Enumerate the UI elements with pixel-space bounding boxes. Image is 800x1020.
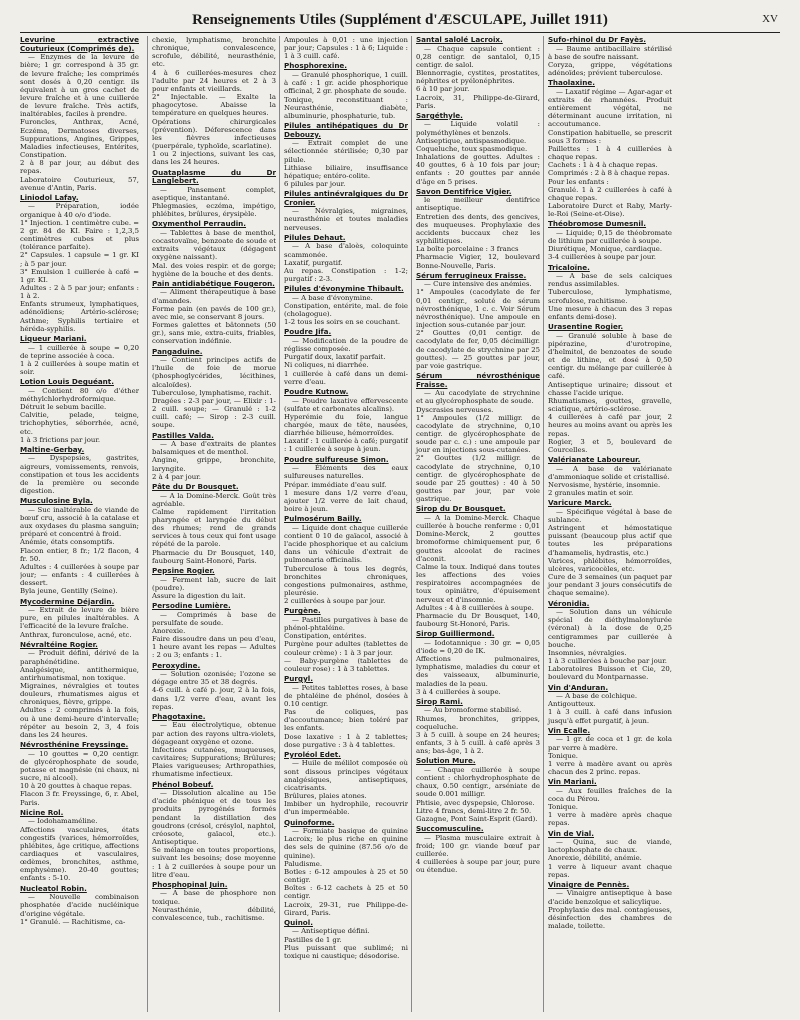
entry <box>152 169 276 219</box>
column-5 <box>543 36 672 1012</box>
entry <box>284 388 408 454</box>
entry <box>548 727 672 776</box>
entry <box>20 641 139 739</box>
entry-body: — Formiate basique de quinine Lacroix; le plus riche en quinine des sels de quinine (87.56 o/o de quinine). Paludisme. Botles : 6-12 ampoules à 25 et 50 centigr. Boîtes : 6-12 cachets à 25 et 50 centigr. Lacroix, 29-31, rue Philippe-de-Girard, Paris. <box>284 827 408 917</box>
entry-body: — Antiseptique défini. Pastilles de 1 gr. Plus puissant que sublimé; ni toxique ni caustique; désodorise. <box>284 927 408 960</box>
entry-body: — Au bromoforme stabilisé. Rhumes, bronchites, grippes, coqueluche. 3 à 5 cuill. à soupe en 24 heures; enfants, 3 à 5 cuill. à café après 3 ans; bas-âge, 1 à 2. <box>416 706 540 756</box>
columns-container <box>20 36 780 1012</box>
entry-body: — Extrait complet de une sélectionnée stérilisée; 0,30 par pilule. Lithiase biliaire, insuffisance hépatique; entéro-colite. 6 pilules par jour. <box>284 139 408 188</box>
entry-body: — Vinaigre antiseptique à base d'acide benzoïque et salicylique. Prophylaxie des mal. contagieuses, désinfection des chambres de malade, toilette. <box>548 889 672 931</box>
entry <box>20 497 139 595</box>
entry <box>548 600 672 682</box>
entry <box>548 684 672 725</box>
entry-body: — A base d'aloès, coloquinte scammonée. Laxatif, purgatif. Au repas. Constipation : 1-2; purgatif : 2-3. <box>284 242 408 283</box>
entry <box>20 598 139 639</box>
entry-name: Liqueur Mariani. <box>20 333 87 343</box>
entry-name: Vin Ecalle. <box>548 725 591 735</box>
entry <box>416 112 540 186</box>
entry <box>548 881 672 930</box>
entry-body: — Enzymes de la levure de bière; 1 gr. correspond à 35 gr. de levure fraîche; les comprimés sont dosés à 0,20 centigr. ils équivalent à un gros cachet de levure fraîche et à une cuillerée de levure fraîche. Très actifs, inaltérables, faciles à prendre. Furoncles, Anthrax, Acné, Eczéma, Dermatoses diverses, Suppurations, Angines, Grippes, Maladies infectieuses, Entérites, Constipation. 2 à 8 par jour, au début des repas. Laboratoire Couturieux, 57, avenue d'Antin, Paris. <box>20 53 139 192</box>
entry-body: le meilleur dentifrice antiseptique. Entretien des dents, des gencives, des muqueuses. Prophylaxie des accidents buccaux chez les syphilitiques. La boîte porcelaine : 3 francs Pharmacie Vigier, 12, boulevard Bonne-Nouvelle, Paris. <box>416 196 540 270</box>
entry-name: Vin Mariani. <box>548 777 597 787</box>
entry-name: Pastilles Valda. <box>152 430 214 440</box>
entry-body: — Névralgies, migraines, neurasthénie et toutes maladies nerveuses. <box>284 207 408 232</box>
entry <box>284 36 408 60</box>
entry-body: — Laxatif régime — Agar-agar et extraits de rhamnées. Produit entièrement végétal, ne déterminant aucune irritation, ni accoutumance. Constipation habituelle, se prescrit sous 3 formes : Paillettes : 1 à 4 cuillerées à chaque repas. Cachets : 1 à 4 à chaque repas. Comprimés : 2 à 8 à chaque repas. Pour les enfants : Granulé. 1 à 2 cuillerées à café à chaque repas. Laboratoire Durct et Raby, Marly-le-Roi (Seine-et-Oise). <box>548 87 672 219</box>
entry <box>416 36 540 110</box>
entry <box>284 234 408 283</box>
entry <box>416 188 540 270</box>
entry <box>20 446 139 495</box>
entry-name: Liniodol Lafay. <box>20 192 79 202</box>
column-3 <box>279 36 408 1012</box>
entry-name: Musculosine Byla. <box>20 496 93 506</box>
entry-name: Pepsine Rogier. <box>152 565 215 575</box>
entry-body: — Au cacodylate de strychnine et au glycérophosphate de soude. Dyscrasies nerveuses. 1° Ampoules (1/2 milligr. de cacodylate de strychnine, 0,10 centigr. de glycérophosphate de soude par c. c.) : une ampoule par jour en injections sous-cutanées. 2° Gouttes (1/2 milligr. de cacodylate de strychnine, 0,10 centigr. de glycérophosphate de soude par 25 gouttes) : 40 à 50 gouttes par jour, par voie gastrique. <box>416 389 540 504</box>
entry-name: Pilules antihépatiques du Dr Debouzy. <box>284 121 408 139</box>
entry <box>284 515 408 605</box>
entry-body: — Tablettes à base de menthol, cocastovaïne, benzoate de soude et extraits végétaux (dégagent oxygène naissant). Mal. des voies respir. et de gorge; hygiène de la bouche et des dents. <box>152 228 276 278</box>
entry <box>284 328 408 386</box>
entry-body: — Quina, suc de viande, lactophosphate de chaux. Anorexie, débilité, anémie. 1 verre à liqueur avant chaque repas. <box>548 838 672 879</box>
entry <box>284 456 408 514</box>
entry-name: Varicure Marck. <box>548 498 612 508</box>
entry <box>152 280 276 346</box>
entry-body: — Aliment thérapeutique à base d'amandes. Forme pain (en pavés de 100 gr.), avec mie, se conservant 8 jours. Formes galettes et bâtonnets (50 gr.), sans mie, extra-cuits, friables, conservation indéfinie. <box>152 288 276 346</box>
entry-name: Valérianate Laboureur. <box>548 455 641 464</box>
entry-name: Thaolaxine. <box>548 78 595 88</box>
entry <box>284 190 408 232</box>
entry-body: — Iodohamaméline. Affections vasculaires, états congestifs (varices, hémorroïdes, phlébites, âge critique, affections cardiaques et vasculaires, œdèmes, bronchites, asthme, emphysème). 20-40 gouttes; enfants : 5-10. <box>20 817 139 883</box>
page-number: XV <box>762 13 778 25</box>
entry-name: Solution Mure. <box>416 756 476 766</box>
entry-name: Quinoforme. <box>284 817 335 827</box>
entry-name: Mycodermine Déjardin. <box>20 596 115 606</box>
entry <box>284 751 408 817</box>
entry-body: — Liquide; 0,15 de théobromate de lithium par cuillerée à soupe. Diurétique, Monique, cardiaque. 3-4 cuillerées à soupe par jour. <box>548 228 672 262</box>
entry-body: — Poudre laxative effervescente (sulfate et carbonates alcalins). Hyperémie du foie, langue chargée, maux de tête, nausées, diarrhée bilieuse, hémorroïdes. Laxatif : 1 cuillerée à café; purgatif : 1 cuillerée à soupe à jeun. <box>284 396 408 454</box>
entry <box>284 62 408 120</box>
entry <box>416 505 540 628</box>
entry-body: — Nouvelle combinaison phosphatée d'acide nucléinique d'origine végétale. 1° Granulé. — Rachitisme, ca- <box>20 893 139 926</box>
entry <box>416 698 540 756</box>
entry <box>20 36 139 192</box>
entry-body: — A base d'extraits de plantes balsamiques et de menthol. Angine, grippe, bronchite, laryngite. 2 à 4 par jour. <box>152 440 276 481</box>
entry <box>20 885 139 926</box>
entry <box>20 741 139 807</box>
entry-name: Ouataplasme du Dr Langlebert. <box>152 167 276 186</box>
entry <box>548 323 672 454</box>
entry-body: — Dyspepsies, gastrites, aigreurs, vomissements, renvois, constipation et tous les accidents de la première ou seconde digestion. <box>20 454 139 496</box>
entry-body: — Solution dans un véhicule spécial de diéthylmalonylurée (véronal) à la dose de 0,25 centigrammes par cuillerée à bouche. Insomnies, névralgies. 1 à 3 cuillerées à bouche par jour. Laboratoires Buisson et Cie, 20, boulevard du Montparnasse. <box>548 608 672 682</box>
entry-name: Oxymenthol Perraudin. <box>152 219 247 229</box>
entry-name: Névrosthénine Freyssinge. <box>20 740 129 750</box>
entry-name: Sérum névrosthénique Fraisse. <box>416 371 540 389</box>
entry-body: — A base de valérianate d'ammoniaque solide et cristallisé. Nervosisme, hystérie, insomnie. 2 granules matin et soir. <box>548 464 672 498</box>
entry-name: Pilules Dehaut. <box>284 232 346 242</box>
entry-name: Pâte du Dr Bousquet. <box>152 481 239 491</box>
entry <box>548 220 672 261</box>
entry-name: Levurine extractive Couturieux (Comprimés de). <box>20 36 139 53</box>
entry-name: Phosphorexine. <box>284 61 348 71</box>
entry-body: — Contient principes actifs de l'huile de foie de morue (phosphoglycérides, lécithines, alcaloïdes). Tuberculose, lymphatisme, rachit. Dragées : 2-3 par jour, — Elixir : 1-2 cuill. soupe; — Granulé : 1-2 cuill. café; — Sirop : 2-3 cuill. soupe. <box>152 356 276 430</box>
entry-body: — A base d'évonymine. Constipation, entérite, mal. de foie (cholagogue). 1-2 tous les soirs en se couchant. <box>284 293 408 327</box>
entry-name: Vinaigre de Pennès. <box>548 879 630 889</box>
entry-name: Purgène. <box>284 606 321 616</box>
entry <box>284 819 408 917</box>
entry-body: — A base de sels calciques rendus assimilables. Tuberculose, lymphatisme, scrofulose, rachitisme. Une mesure à chacun des 3 repas enfants demi-dose). <box>548 272 672 321</box>
entry-name: Urasentine Rogier. <box>548 322 624 332</box>
entry-name: Persodine Lumière. <box>152 600 231 610</box>
entry-name: Pilules antinévralgiques du Dr Cronier. <box>284 189 408 207</box>
entry <box>416 372 540 503</box>
entry-body: — Aux feuilles fraîches de la coca du Pérou. Tonique. 1 verre à madère après chaque repas. <box>548 786 672 828</box>
entry-body: — Liquide volatil : polyméthylènes et benzols. Antiseptique, antispasmodique. Coqueluche, toux spasmodique. Inhalations de gouttes. Adultes : 40 gouttes, 6 à 10 fois par jour; enfants : 20 gouttes par année d'âge en 5 prises. <box>416 120 540 186</box>
entry <box>20 809 139 883</box>
entry-name: Névraltéine Rogier. <box>20 639 98 649</box>
entry <box>152 713 276 779</box>
entry-name: Peroxydine. <box>152 660 201 670</box>
entry-body: — Ferment lab, sucre de lait (poudre). Assure la digestion du lait. <box>152 575 276 600</box>
entry <box>284 675 408 749</box>
entry <box>152 662 276 711</box>
entry-body: — Chaque capsule contient : 0,28 centigr. de santalol, 0,15 centigr. de salol. Blennorragie, cystites, prostatites, néphrites et pyélonéphrites. 6 à 10 par jour. Lacroix, 31, Philippe-de-Girard, Paris. <box>416 44 540 110</box>
entry-body: — Liquide dont chaque cuillerée contient 0 10 de gaïacol, associé à l'acide phosphorique et au calcium dans un véhicule d'extrait de pulmonaria officinalis. Tuberculose à tous les degrés, bronchites chroniques, congestions pulmonaires, asthme, pleurésie. 2 cuillerées à soupe par jour. <box>284 523 408 606</box>
entry-name: Poudre sulfureuse Simon. <box>284 454 389 464</box>
column-4 <box>411 36 540 1012</box>
entry-name: Sargéthyle. <box>416 110 463 120</box>
entry-name: Phagotaxine. <box>152 711 206 721</box>
entry <box>416 825 540 874</box>
entry-body: — Dissolution alcaline au 15e d'acide phénique et de tous les produits pyrogénés formés pendant la distillation des goudrons (crésol, crésylol, naphtol, créosote, gaïacol, etc.). Antiseptique. Se mélange en toutes proportions, suivant les besoins; dose moyenne : 1 à 2 cuillerées à soupe pour un litre d'eau. <box>152 789 276 879</box>
entry-name: Vin de Vial. <box>548 828 594 838</box>
entry-body: — Éléments des eaux sulfureuses naturelles. Prépar. immédiate d'eau sulf. 1 mesure dans 1/2 verre d'eau, ajouter 1/2 verre de lait chaud, boire à jeun. <box>284 464 408 513</box>
entry-name: Pulmosérum Bailly. <box>284 514 362 524</box>
entry-name: Maltine-Gerbay. <box>20 444 85 454</box>
entry <box>152 881 276 922</box>
entry-body: — Pastilles purgatives à base de phénol-phtaléine. Constipation, entérites. Purgène pour adultes (tablettes de couleur crème) : 1 à 3 par jour. — Baby-purgène (tablettes de couleur rose) : 1 à 3 tablettes. <box>284 615 408 673</box>
entry-body: — 10 gouttes = 0,20 centigr. de glycérophosphate de soude, potasse et magnésie (ni chaux, ni sucre, ni alcool). 10 à 20 gouttes à chaque repas. Flacon 3 fr. Freyssinge, 6, r. Abel, Paris. <box>20 749 139 807</box>
entry-name: Poudre Jifa. <box>284 327 332 337</box>
entry <box>152 348 276 430</box>
entry <box>152 483 276 565</box>
entry-body: — Baume antibacillaire stérilisé à base de soufre naissant. Coryza, grippe, végétations adénoïdes; prévient tuberculose. <box>548 44 672 78</box>
entry <box>152 432 276 481</box>
entry <box>20 378 139 444</box>
entry-body: — Spécifique végétal à base de sublance. Astringent et hémostatique puissant (beaucoup plus actif que toutes les préparations d'hamamelis, hydrastis, etc.) Varices, phlébites, hémorroïdes, ulcères, varicocèles, etc. Cure de 3 semaines (un paquet par jour pendant 3 jours consécutifs de chaque semaine). <box>548 507 672 598</box>
entry <box>548 36 672 77</box>
entry-body: — Produit défini, dérivé de la paraphénétidine. Analgésique, antithermique, antirhumatismal, non toxique. Migraines, névralgies et toutes douleurs, rhumatismes aigus et chroniques, fièvre, grippe. Adultes : 2 comprimés à la fois, ou à une demi-heure d'intervalle; répéter au besoin 2, 3, 4 fois dans les 24 heures. <box>20 649 139 739</box>
entry <box>152 602 276 660</box>
entry-body: — A la Domine-Merck. Chaque cuillerée à bouche renferme : 0,01 Domine-Merck, 2 gouttes bromoforme chimiquement pur, 6 gouttes alcoolat de racines d'aconit. Calme la toux. Indiqué dans toutes les affections des voies respiratoires accompagnées de toux opiniâtre, d'épuisement nerveux et d'insomnie. Adultes : 4 à 8 cuillerées à soupe. Pharmacie du Dr Bousquet, 140, faubourg St-Honoré, Paris. <box>416 513 540 628</box>
entry <box>416 272 540 370</box>
entry <box>284 607 408 673</box>
entry <box>152 781 276 879</box>
entry <box>284 919 408 960</box>
entry <box>548 830 672 879</box>
entry-name: Véronidia. <box>548 598 590 608</box>
entry-body: — Granulé phosphorique, 1 cuill. à café : 1 gr. acide phosphorique officinal, 2 gr. phosphate de soude. Tonique, reconstituant : Neurasthénie, diabète, albuminurie, phosphaturie, tub. <box>284 71 408 120</box>
entry-name: Quinol. <box>284 917 313 927</box>
entry-name: Santal salolé Lacroix. <box>416 36 503 44</box>
entry-name: Pilules d'évonymine Thibault. <box>284 284 404 294</box>
entry <box>416 630 540 696</box>
column-2 <box>147 36 276 1012</box>
entry <box>284 285 408 326</box>
entry-body: — Iodotannique : 30 gr. = 0,05 d'iode = 0,20 de IK. Affections pulmonaires, lymphatisme, maladies du cœur et des vaisseaux, albuminurie, maladies de la peau. 3 à 4 cuillerées à soupe. <box>416 638 540 696</box>
entry-body: — Modification de la poudre de réglisse composée. Purgatif doux, laxatif parfait. Ni coliques, ni diarrhée. 1 cuillerée à café dans un demi-verre d'eau. <box>284 336 408 386</box>
entry-body: — A base de phosphore non toxique. Neurasthénie, débilité, convalescence, tub., rachitisme. <box>152 889 276 922</box>
entry <box>548 778 672 827</box>
entry-name: Pain antidiabétique Fougeron. <box>152 278 275 288</box>
entry-body: — Granulé soluble à base de pipérazine, d'urotropine, d'helmitol, de benzoates de soude et de lithine, et dosé à 0,50 centigr. du mélange par cuillerée à café. Antiseptique urinaire; dissout et chasse l'acide urique. Rhumatismes, gouttes, gravelle, sciatique, artério-sclérose. 4 cuillerées à café par jour, 2 heures au moins avant ou après les repas. Rogier, 3 et 5, boulevard de Courcelles. <box>548 331 672 454</box>
entry <box>416 757 540 823</box>
entry-name: Théobromose Dumesnil. <box>548 219 647 229</box>
entry-body: — A la Domine-Merck. Goût très agréable. Calme rapidement l'irritation pharyngée et laryngée du début des rhumes; rend de grands services à tous ceux qui font usage répété de la parole. Pharmacie du Dr Bousquet, 140, faubourg Saint-Honoré, Paris. <box>152 491 276 565</box>
entry <box>152 220 276 278</box>
entry-name: Succomusculine. <box>416 824 484 834</box>
entry-name: Sirop du Dr Bousquet. <box>416 504 506 514</box>
entry <box>284 122 408 188</box>
entry-body: — Extrait de levure de bière pure, en pilules inaltérables. A l'efficacité de la levure fraîche. Anthrax, furonculose, acné, etc. <box>20 606 139 639</box>
entry-body: — Solution ozonisée; l'ozone se dégage entre 35 et 38 degrés. 4-6 cuill. à café p. jour, 2 à la fois, dans 1/2 verre d'eau, avant les repas. <box>152 670 276 711</box>
entry-body: — Plasma musculaire extrait à froid; 100 gr. viande bœuf par cuillerée. 4 cuillerées à soupe par jour, pure ou étendue. <box>416 833 540 875</box>
entry-body: — Contient 80 o/o d'éther méthylchlorhydroformique. Détruit le sebum bacille. Calvitie, pelade, teigne, trichophyties, séborrhée, acné, etc. 1 à 3 frictions par jour. <box>20 386 139 444</box>
entry-body: — Suc inaltérable de viande de bœuf cru, associé à la catalase et aux oxydases du plasma sanguin; préparé et concentré à froid. Anémie, états consomptifs. Flacon entier, 8 fr.; 1/2 flacon, 4 fr. 50. Adultes : 4 cuillerées à soupe par jour; — enfants : 4 cuillerées à dessert. Byla jeune, Gentilly (Seine). <box>20 505 139 596</box>
entry-name: Savon Dentifrice Vigier. <box>416 186 512 196</box>
entry-body: — A base de colchique. Antigoutteux. 1 à 3 cuill. à café dans infusion jusqu'à effet purgatif, à jeun. <box>548 692 672 725</box>
entry <box>548 456 672 497</box>
entry-name: Sirop Guilliermond. <box>416 629 495 639</box>
entry <box>152 36 276 167</box>
entry-name: Pangaduine. <box>152 346 203 356</box>
entry-name: Purgyl. <box>284 673 313 683</box>
entry-body: chexie, lymphatisme, bronchite chronique, convalescence, scrofule, débilité, neurasthénie, etc. 4 à 6 cuillerées-mesures chez l'adulte par 24 heures et 2 à 3 pour enfants et vieillards. 2° Injectable. — Exalte la phagocytose. Abaisse la température en quelques heures. Opérations chirurgicales (prévention). Déferescence dans les fièvres infectieuses (puerpérale, typhoïde, scarlatine). 1 ou 2 injections, suivant les cas, dans les 24 heures. <box>152 36 276 167</box>
entry-body: — Petites tablettes roses, à base de phtaléine de phénol, dosées à 0.10 centigr. Pas de coliques, pas d'accoutumance; bien toléré par les enfants. Dose laxative : 1 à 2 tablettes; dose purgative : 3 à 4 tablettes. <box>284 683 408 749</box>
page-header <box>20 10 780 33</box>
entry-body: Ampoules à 0,01 : une injection par jour; Capsules : 1 à 6; Liquide : 1 à 3 cuill. café. <box>284 36 408 61</box>
entry-name: Sirop Rami. <box>416 696 463 706</box>
entry-body: — Cure intensive des anémies. 1° Ampoules (cacodylate de fer 0,01 centigr., soluté de sérum névrosthénique, 1 c. c. Voir Sérum névrosthénique). Une ampoule en injection sous-cutanée par jour. 2° Gouttes (0,01 centigr. de cacodylate de fer, 0,05 décimilligr. de cacodylate de strychnine par 25 gouttes). — 25 gouttes par jour, par voie gastrique. <box>416 280 540 370</box>
entry-body: — Comprimés à base de persulfate de soude. Anorexie. Faire dissoudre dans un peu d'eau, 1 heure avant les repas — Adultes : 2 ou 3; enfants : 1. <box>152 610 276 660</box>
entry-name: Tricaloïne. <box>548 262 590 272</box>
entry-name: Vin d'Anduran. <box>548 682 609 692</box>
page-title: Renseignements Utiles (Supplément d'ÆSCULAPE, Juillet 1911) <box>192 12 608 28</box>
entry-name: Nucleatol Robin. <box>20 883 87 893</box>
entry-body: — 1 cuillerée à soupe = 0,20 de teprine associée à coca. 1 à 2 cuillerées à soupe matin et soir. <box>20 343 139 376</box>
column-1 <box>20 36 139 1012</box>
entry-body: — Chaque cuillerée à soupe contient : chlorhydrophosphate de chaux, 0.50 centigr., arséniate de soude 0.001 milligr. Phtisie, avec dyspepsie, Chlorose. Litre 4 francs, demi-litre 2 fr. 50. Gazagne, Pont Saint-Esprit (Gard). <box>416 765 540 823</box>
entry-body: — Préparation, iodée organique à 40 o/o d'iode. 1° Injection. 1 centimètre cube. = 2 gr. 84 de KI. Faire : 1,2,3,5 centimètres cubes et plus (tolérance parfaite). 2° Capsules. 1 capsule = 1 gr. KI ; à 5 par jour. 3° Emulsion 1 cuillerée à café = 1 gr. KI. Adultes : 2 à 5 par jour; enfants : 1 à 2. Enfants strumeux, lymphatiques, adénoïdiens; Artério-sclérose; Asthme; Syphilis tertiaire et héréda-syphilis. <box>20 202 139 333</box>
entry <box>20 335 139 376</box>
entry-name: Poudre Kutnow. <box>284 386 349 396</box>
entry-name: Phosphopinal Juin. <box>152 879 228 889</box>
entry <box>548 499 672 597</box>
entry-body: — Huile de mélilot composée où sont dissous principes végétaux analgésiques, antiseptiques, cicatrisants. Brûlures, plaies atones. Imbiber un hydrophile, recouvrir d'un imperméable. <box>284 759 408 817</box>
entry <box>20 194 139 333</box>
entry <box>548 264 672 322</box>
entry-body: — Pansement complet, aseptique, instantané. Phlegmasies, eczéma, impétigo, phlébites, brûlures, érysipèle. <box>152 185 276 219</box>
entry-name: Lotion Louis Deguéant. <box>20 377 114 387</box>
entry-body: — Eau électrolytique, obtenue par action des rayons ultra-violets, dégageant oxygène et ozone. Infections cutanées, muqueuses, cavitaires; Suppurations; Brûlures; Plaies varigueuses; Arthropathies, rhumatisme infectieux. <box>152 721 276 779</box>
entry-name: Phénol Bobeuf. <box>152 779 214 789</box>
entry-name: Sérum ferrugineux Fraisse. <box>416 270 527 280</box>
entry-name: Sufo-rhinol du Dr Fayès. <box>548 36 646 44</box>
entry-name: Pyroléol Edet. <box>284 749 341 759</box>
entry-body: — 1 gr. de coca et 1 gr. de kola par verre à madère. Tonique. 1 verre à madère avant ou après chacun des 2 princ. repas. <box>548 735 672 776</box>
entry <box>152 567 276 600</box>
entry <box>548 79 672 218</box>
entry-name: Nicine Rol. <box>20 807 64 817</box>
